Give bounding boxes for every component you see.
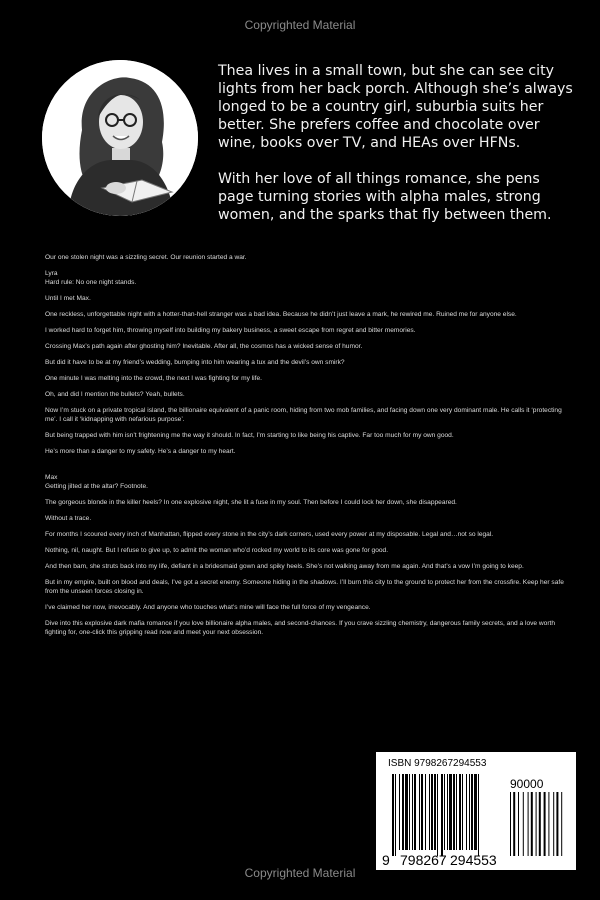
bio-paragraph: Thea lives in a small town, but she can see city lights from her back porch. Although she’s always longed to be a country girl, suburbia suits her better. She prefers coffee and chocolate over wine, books over TV, and HEAs over HFNs. xyxy=(218,63,573,151)
blurb-paragraph: Until I met Max. xyxy=(45,295,91,302)
barcode-addon-bar xyxy=(523,792,524,856)
author-portrait-icon xyxy=(42,60,198,216)
barcode-addon-bar xyxy=(510,792,511,856)
blurb-paragraph: Hard rule: No one night stands. xyxy=(45,279,137,286)
max-section xyxy=(45,473,565,637)
blurb-paragraph: But in my empire, built on blood and deals, I’ve got a secret enemy. Someone hiding in the shadows. I’ll burn this city to the ground to protect her from the crossfire. Keep her safe from the unseen forces closing in. xyxy=(45,579,564,595)
blurb-paragraph: One minute I was melting into the crowd, the next I was fighting for my life. xyxy=(45,375,262,382)
barcode-bar xyxy=(441,774,443,856)
barcode-bar xyxy=(474,774,477,850)
barcode-bar xyxy=(431,774,433,850)
barcode-addon-bar xyxy=(528,792,529,856)
blurb-paragraph: Now I’m stuck on a private tropical island, the billionaire equivalent of a panic room, hiding from two mob families, and facing down one very dominant male. He calls it ‘protecting me’. I call it ‘kidnapping with nefarious purpose’. xyxy=(45,407,562,423)
isbn-label: ISBN 9798267294553 xyxy=(388,758,487,769)
barcode-bar xyxy=(437,774,438,856)
blurb-paragraph: One reckless, unforgettable night with a hotter-than-hell stranger was a bad idea. Because he didn’t just leave a mark, he rewired me. Ruined me for anyone else. xyxy=(45,311,517,318)
blurb-paragraph: Crossing Max’s path again after ghosting him? Inevitable. After all, the cosmos has a wicked sense of humor. xyxy=(45,343,363,350)
barcode-bar xyxy=(434,774,436,850)
barcode-addon-bar xyxy=(536,792,537,856)
blurb-paragraph: And then bam, she struts back into my life, defiant in a bridesmaid gown and spiky heels. She’s not walking away from me again. And that’s a vow I’m going to keep. xyxy=(45,563,524,570)
barcode-bar xyxy=(402,774,404,850)
barcode-bar xyxy=(456,774,457,850)
barcode-bar xyxy=(412,774,413,850)
max-label: Max xyxy=(45,474,58,481)
barcode-addon-bar xyxy=(553,792,554,856)
bio-paragraph: With her love of all things romance, she pens page turning stories with alpha males, strong women, and the sparks that fly between them. xyxy=(218,171,552,223)
barcode-left-digits: 798267 xyxy=(400,852,447,868)
blurb-paragraph: I worked hard to forget him, throwing myself into building my bakery business, a sweet escape from regret and bitter memories. xyxy=(45,327,416,334)
barcode-bar xyxy=(399,774,400,850)
barcode-addon-bar xyxy=(531,792,533,856)
blurb-paragraph: Without a trace. xyxy=(45,515,92,522)
barcode-addon-bar xyxy=(548,792,549,856)
blurb-paragraph: Oh, and did I mention the bullets? Yeah, bullets. xyxy=(45,391,185,398)
blurb-paragraph: Getting jilted at the altar? Footnote. xyxy=(45,483,148,490)
barcode-addon-bar xyxy=(539,792,541,856)
barcode-bar xyxy=(425,774,426,850)
barcode-bar xyxy=(478,774,479,856)
barcode-bar xyxy=(421,774,423,850)
barcode-bar xyxy=(449,774,452,850)
barcode-bar xyxy=(429,774,430,850)
copyright-watermark-top: Copyrighted Material xyxy=(244,18,356,32)
barcode-bar xyxy=(453,774,455,850)
blurb-intro: Our one stolen night was a sizzling secret. Our reunion started a war. xyxy=(45,254,247,261)
barcode-bar xyxy=(395,774,396,856)
isbn-barcode xyxy=(376,752,576,870)
barcode-addon-bar xyxy=(561,792,562,856)
barcode-bar xyxy=(405,774,408,850)
barcode-addon-bar xyxy=(518,792,519,856)
barcode-first-digit: 9 xyxy=(382,852,390,868)
barcode-bar xyxy=(409,774,410,850)
barcode-bar xyxy=(392,774,394,856)
barcode-bar xyxy=(419,774,420,850)
blurb-paragraph: Nothing, nil, naught. But I refuse to give up, to admit the woman who’d rocked my world to its core was gone for good. xyxy=(45,547,389,554)
author-photo xyxy=(42,60,198,216)
blurb-paragraph: But did it have to be at my friend’s wedding, bumping into him wearing a tux and the devil’s own smirk? xyxy=(45,359,345,366)
barcode-bar xyxy=(471,774,473,850)
blurb-paragraph: Dive into this explosive dark mafia romance if you love billionaire alpha males, and second-chances. If you crave sizzling chemistry, dangerous family secrets, and a love worth fighting for, one-click this gripping read now and meet your next obsession. xyxy=(45,620,556,636)
copyright-watermark-bottom: Copyrighted Material xyxy=(244,866,356,880)
lyra-section xyxy=(45,269,565,456)
barcode-addon-digits: 90000 xyxy=(510,777,544,791)
author-bio xyxy=(218,62,578,242)
lyra-label: Lyra xyxy=(45,270,58,277)
blurb-paragraph: He’s more than a danger to my safety. He’s a danger to my heart. xyxy=(45,448,236,455)
barcode-addon-bar xyxy=(556,792,558,856)
blurb-paragraph: I’ve claimed her now, irrevocably. And anyone who touches what’s mine will face the full force of my vengeance. xyxy=(45,604,371,611)
barcode-bar xyxy=(462,774,463,850)
book-blurb xyxy=(45,253,565,644)
barcode-addon-bar xyxy=(544,792,546,856)
barcode-bar xyxy=(447,774,448,850)
blurb-paragraph: But being trapped with him isn’t frightening me the way it should. In fact, I’m starting to like being his captive. Far too much for my own good. xyxy=(45,432,454,439)
barcode-bar xyxy=(459,774,461,850)
barcode-bar xyxy=(469,774,470,850)
barcode-bar xyxy=(414,774,416,850)
barcode-addon-bar xyxy=(513,792,515,856)
barcode-bar xyxy=(466,774,467,850)
barcode-bar xyxy=(444,774,445,850)
barcode-right-digits: 294553 xyxy=(450,852,497,868)
blurb-paragraph: The gorgeous blonde in the killer heels? In one explosive night, she lit a fuse in my soul. Then before I could lock her down, she disappeared. xyxy=(45,499,457,506)
blurb-paragraph: For months I scoured every inch of Manhattan, flipped every stone in the city’s dark corners, used every power at my disposable. Legal and…not so legal. xyxy=(45,531,494,538)
